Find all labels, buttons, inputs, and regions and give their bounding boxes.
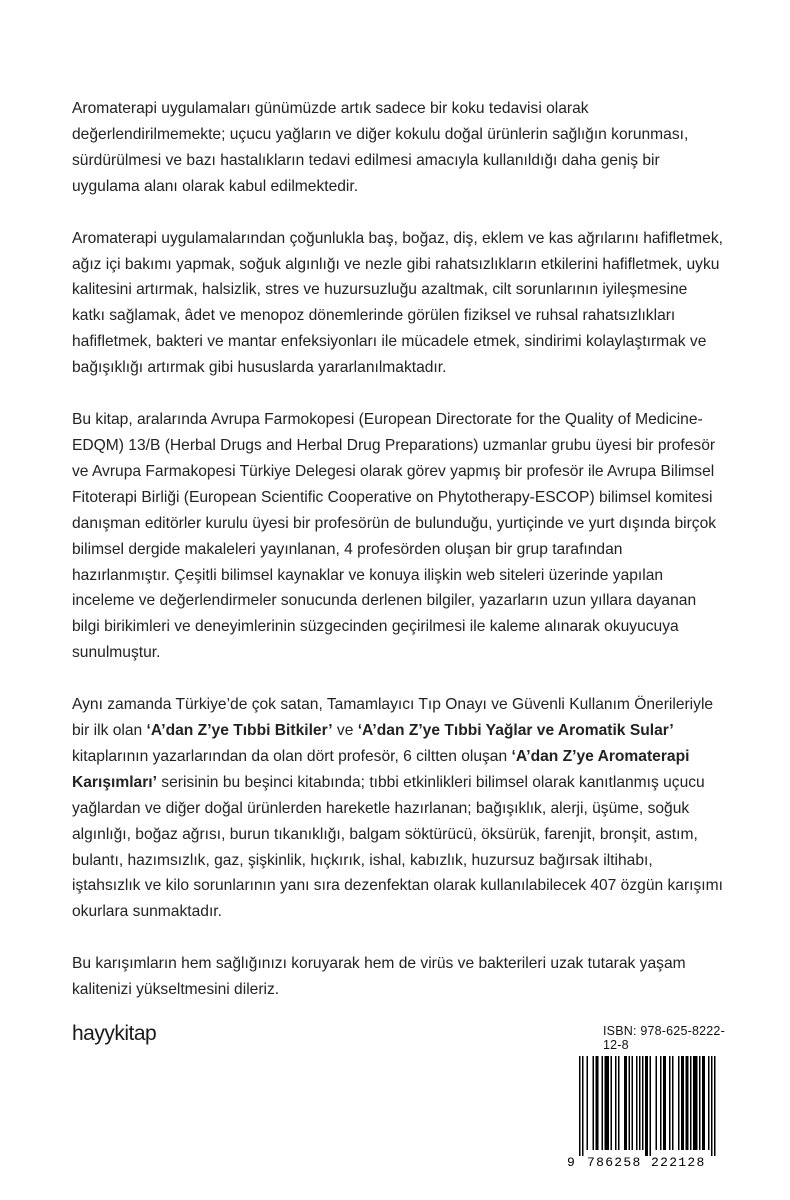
- paragraph: [72, 692, 724, 925]
- paragraph-text: Bu kitap, aralarında Avrupa Farmokopesi (European Directorate for the Quality of Medicine-EDQM) 13/B (Herbal Drugs and Herbal Drug Preparations) uzmanlar grubu üyesi bir profesör ve Avrupa Farmakopesi Türkiye Delegesi olarak görev yapmış bir profesör ile Avrupa Bilimsel Fitoterapi Birliği (European Scientific Cooperative on Phytotherapy-ESCOP) bilimsel komitesi danışman editörler kurulu üyesi bir profesörün de bulunduğu, yurtiçinde ve yurt dışında birçok bilimsel dergide makaleleri yayınlanan, 4 profesörden oluşan bir grup tarafından hazırlanmıştır. Çeşitli bilimsel kaynaklar ve konuya ilişkin web siteleri üzerinde yapılan inceleme ve değerlendirmeler sonucunda derlenen bilgiler, yazarların uzun yıllara dayanan bilgi birikimleri ve deneyimlerinin süzgecinden geçirilmesi ile kaleme alınarak okuyucuya sunulmuştur.: [72, 411, 717, 662]
- back-cover-text: [72, 96, 724, 1029]
- barcode-right-digits: 222128: [651, 1155, 706, 1168]
- barcode-first-digit: 9: [567, 1155, 575, 1168]
- paragraph: [72, 951, 724, 1003]
- book-title: ‘A’dan Z’ye Aromaterapi Karışımları’: [72, 747, 690, 791]
- paragraph-text: serisinin bu beşinci kitabında; tıbbi etkinlikleri bilimsel olarak kanıtlanmış uçucu yağlardan ve diğer doğal ürünlerden hareketle hazırlanan; bağışıklık, alerji, üşüme, soğuk algınlığı, boğaz ağrısı, burun tıkanıklığı, balgam söktürücü, öksürük, farenjit, bronşit, astım, bulantı, hazımsızlık, gaz, şişkinlik, hıçkırık, ishal, kabızlık, huzursuz bağırsak iltihabı, iştahsızlık ve kilo sorunlarının yanı sıra dezenfektan olarak kullanılabilecek 407 özgün karışımı okurlara sunmaktadır.: [72, 773, 723, 921]
- paragraph-text: ve: [332, 722, 358, 740]
- barcode-left-digits: 786258: [587, 1155, 642, 1168]
- publisher-logo: hayykitap: [72, 1022, 157, 1045]
- book-title: ‘A’dan Z’ye Tıbbi Bitkiler’: [146, 722, 333, 740]
- paragraph: [72, 96, 724, 200]
- barcode-icon: [565, 1056, 725, 1168]
- paragraph-text: kitaplarının yazarlarından da olan dört profesör, 6 ciltten oluşan: [72, 747, 512, 765]
- barcode-area: [565, 1024, 725, 1168]
- paragraph-text: Bu karışımların hem sağlığınızı koruyarak hem de virüs ve bakterileri uzak tutarak yaşam kalitenizi yükseltmesini dileriz.: [72, 955, 686, 999]
- isbn-label: ISBN: 978-625-8222-12-8: [603, 1024, 725, 1052]
- book-title: ‘A’dan Z’ye Tıbbi Yağlar ve Aromatik Sular’: [357, 722, 674, 740]
- paragraph-text: Aromaterapi uygulamalarından çoğunlukla baş, boğaz, diş, eklem ve kas ağrılarını hafifletmek, ağız içi bakımı yapmak, soğuk algınlığı ve nezle gibi rahatsızlıkların etkilerini hafifletmek, uyku kalitesini artırmak, halsizlik, stres ve huzursuzluğu azaltmak, cilt sorunlarının iyileşmesine katkı sağlamak, âdet ve menopoz dönemlerinde görülen fiziksel ve ruhsal rahatsızlıkları hafifletmek, bakteri ve mantar enfeksiyonları ile mücadele etmek, sindirimi kolaylaştırmak ve bağışıklığı artırmak gibi hususlarda yararlanılmaktadır.: [72, 229, 723, 377]
- paragraph-text: Aynı zamanda Türkiye’de çok satan, Tamamlayıcı Tıp Onayı ve Güvenli Kullanım Önerileriyle bir ilk olan: [72, 696, 714, 740]
- paragraph: [72, 407, 724, 666]
- paragraph-text: Aromaterapi uygulamaları günümüzde artık sadece bir koku tedavisi olarak değerlendirilmemekte; uçucu yağların ve diğer kokulu doğal ürünlerin sağlığın korunması, sürdürülmesi ve bazı hastalıkların tedavi edilmesi amacıyla kullanıldığı daha geniş bir uygulama alanı olarak kabul edilmektedir.: [72, 100, 689, 195]
- paragraph: [72, 226, 724, 381]
